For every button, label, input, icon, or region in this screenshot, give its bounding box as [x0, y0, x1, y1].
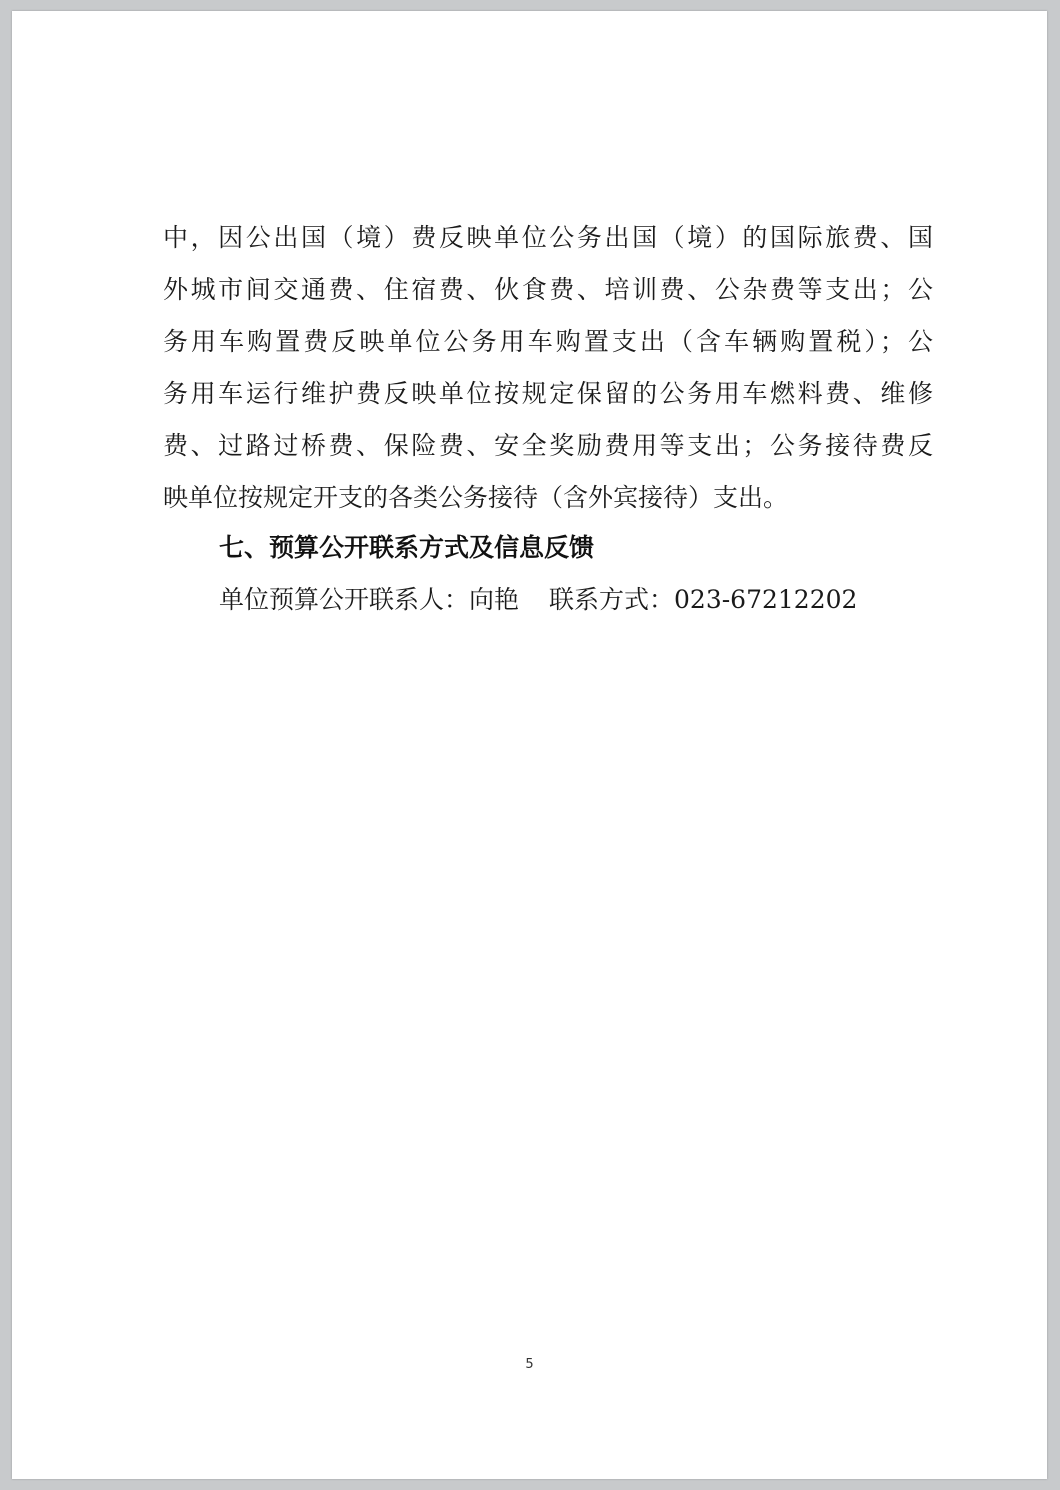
- paragraph-line: 费、过路过桥费、保险费、安全奖励费用等支出；公务接待费反: [163, 431, 933, 460]
- section-heading: 七、预算公开联系方式及信息反馈: [219, 533, 595, 562]
- paragraph-line: 外城市间交通费、住宿费、伙食费、培训费、公杂费等支出；公: [163, 275, 933, 304]
- paragraph-line: 中，因公出国（境）费反映单位公务出国（境）的国际旅费、国: [163, 223, 933, 252]
- contact-line: [219, 585, 857, 615]
- contact-phone: 联系方式：023-67212202: [549, 585, 858, 614]
- page-number: 5: [525, 1357, 534, 1372]
- paragraph-line: 务用车运行维护费反映单位按规定保留的公务用车燃料费、维修: [163, 379, 933, 408]
- paragraph-line: 务用车购置费反映单位公务用车购置支出（含车辆购置税）；公: [163, 327, 933, 356]
- paragraph-line: 映单位按规定开支的各类公务接待（含外宾接待）支出。: [163, 483, 789, 512]
- contact-person: 单位预算公开联系人：向艳: [219, 585, 520, 614]
- document-page: [12, 11, 1047, 1479]
